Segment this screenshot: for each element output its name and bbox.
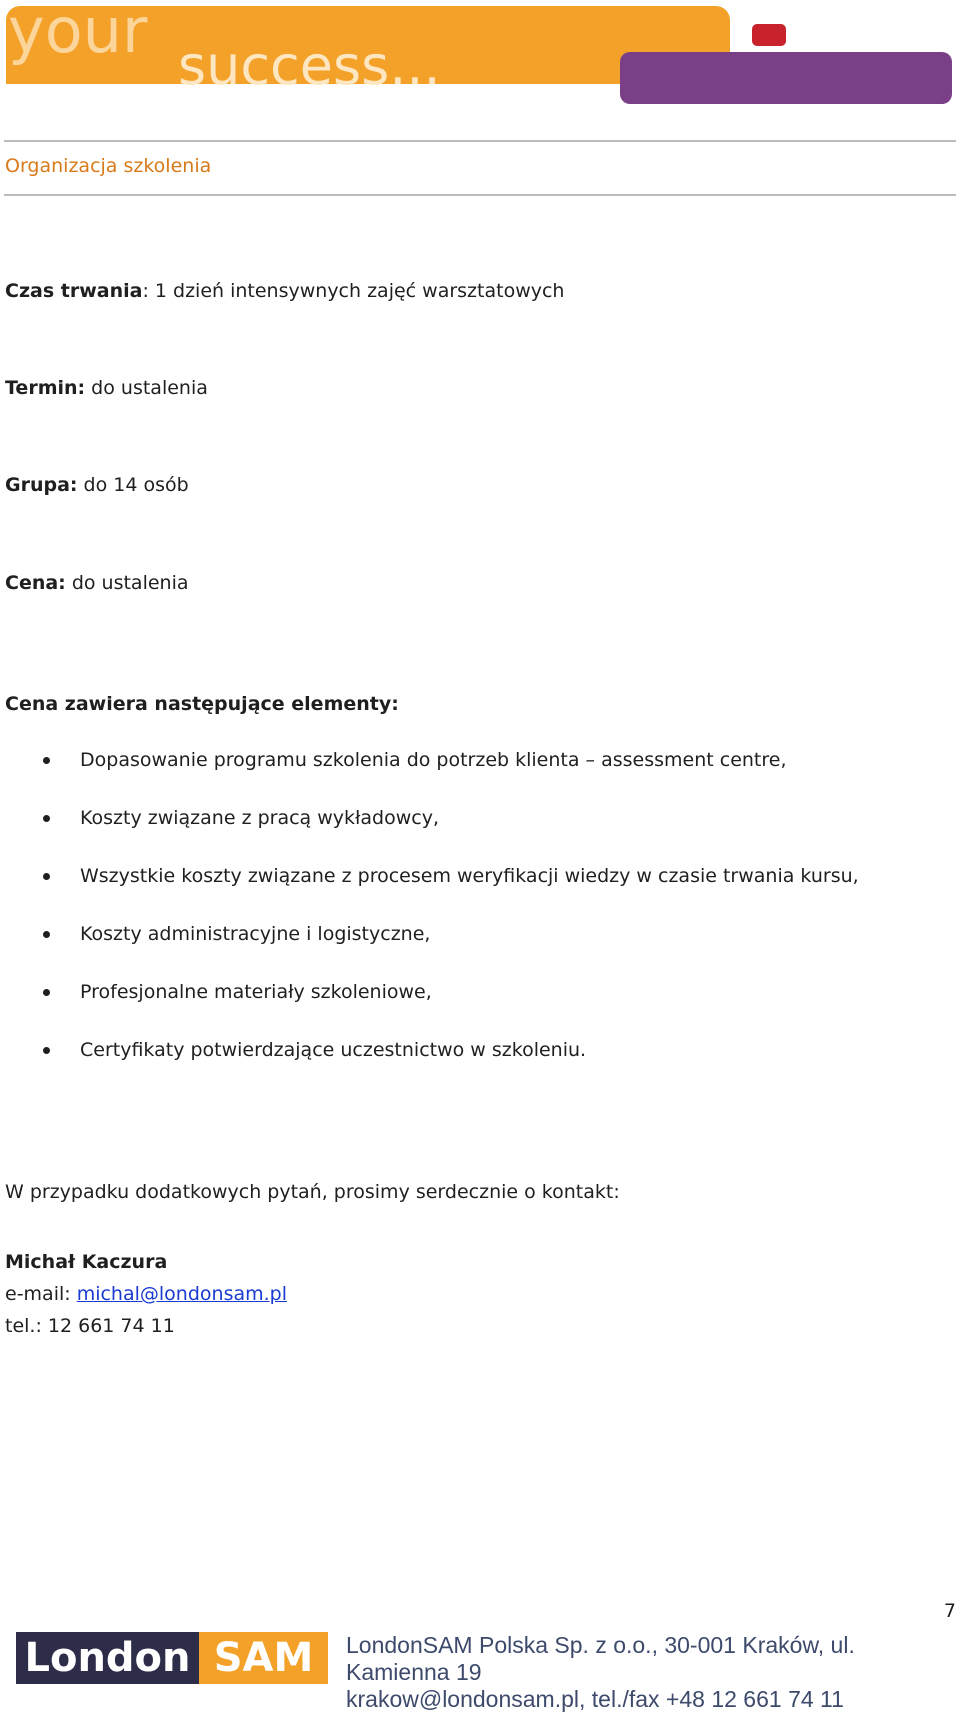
banner-word-success: success... xyxy=(178,34,441,97)
bullet-icon xyxy=(43,1047,50,1054)
duration-value: : 1 dzień intensywnych zajęć warsztatowych xyxy=(142,280,565,302)
footer-address-line2: krakow@londonsam.pl, tel./fax +48 12 661 74 11 xyxy=(346,1686,844,1712)
footer-address-line1: LondonSAM Polska Sp. z o.o., 30-001 Kraków, ul. Kamienna 19 xyxy=(346,1632,855,1685)
contact-phone: tel.: 12 661 74 11 xyxy=(5,1315,175,1337)
list-item xyxy=(0,864,859,922)
email-link[interactable]: michal@londonsam.pl xyxy=(76,1283,288,1305)
bullet-icon xyxy=(43,757,50,764)
list-item-text: Koszty związane z pracą wykładowcy, xyxy=(80,807,440,829)
banner-word-your: your xyxy=(8,0,148,67)
contact-email-line xyxy=(5,1283,287,1305)
logo-london: London xyxy=(16,1632,199,1684)
section-title: Organizacja szkolenia xyxy=(5,155,212,177)
contact-name: Michał Kaczura xyxy=(5,1251,168,1273)
field-group xyxy=(5,474,189,496)
bullet-icon xyxy=(43,815,50,822)
contact-intro: W przypadku dodatkowych pytań, prosimy serdecznie o kontakt: xyxy=(5,1181,620,1203)
field-duration xyxy=(5,280,564,302)
header-banner xyxy=(0,0,960,110)
duration-label: Czas trwania xyxy=(5,280,143,302)
list-item xyxy=(0,1038,859,1096)
section-divider xyxy=(4,194,956,196)
footer-address xyxy=(346,1632,956,1713)
list-item-text: Koszty administracyjne i logistyczne, xyxy=(80,923,431,945)
londonsam-logo xyxy=(16,1632,328,1684)
list-item xyxy=(0,980,859,1038)
list-item xyxy=(0,806,859,864)
logo-sam: SAM xyxy=(199,1632,328,1684)
group-value: do 14 osób xyxy=(77,474,189,496)
field-term xyxy=(5,377,208,399)
page-number: 7 xyxy=(943,1600,956,1622)
list-item-text: Wszystkie koszty związane z procesem weryfikacji wiedzy w czasie trwania kursu, xyxy=(80,865,859,887)
bullet-icon xyxy=(43,931,50,938)
list-item-text: Certyfikaty potwierdzające uczestnictwo w szkoleniu. xyxy=(80,1039,587,1061)
price-includes-list xyxy=(0,748,859,1096)
price-value: do ustalenia xyxy=(65,572,189,594)
list-item xyxy=(0,748,859,806)
bullet-icon xyxy=(43,989,50,996)
term-value: do ustalenia xyxy=(85,377,208,399)
list-item-text: Dopasowanie programu szkolenia do potrzeb klienta – assessment centre, xyxy=(80,749,787,771)
list-item xyxy=(0,922,859,980)
field-price xyxy=(5,572,189,594)
term-label: Termin: xyxy=(5,377,86,399)
email-label: e-mail: xyxy=(5,1283,77,1305)
group-label: Grupa: xyxy=(5,474,78,496)
list-item-text: Profesjonalne materiały szkoleniowe, xyxy=(80,981,432,1003)
bullet-icon xyxy=(43,873,50,880)
price-includes-heading: Cena zawiera następujące elementy: xyxy=(5,693,399,715)
price-label: Cena: xyxy=(5,572,66,594)
top-divider xyxy=(4,140,956,142)
